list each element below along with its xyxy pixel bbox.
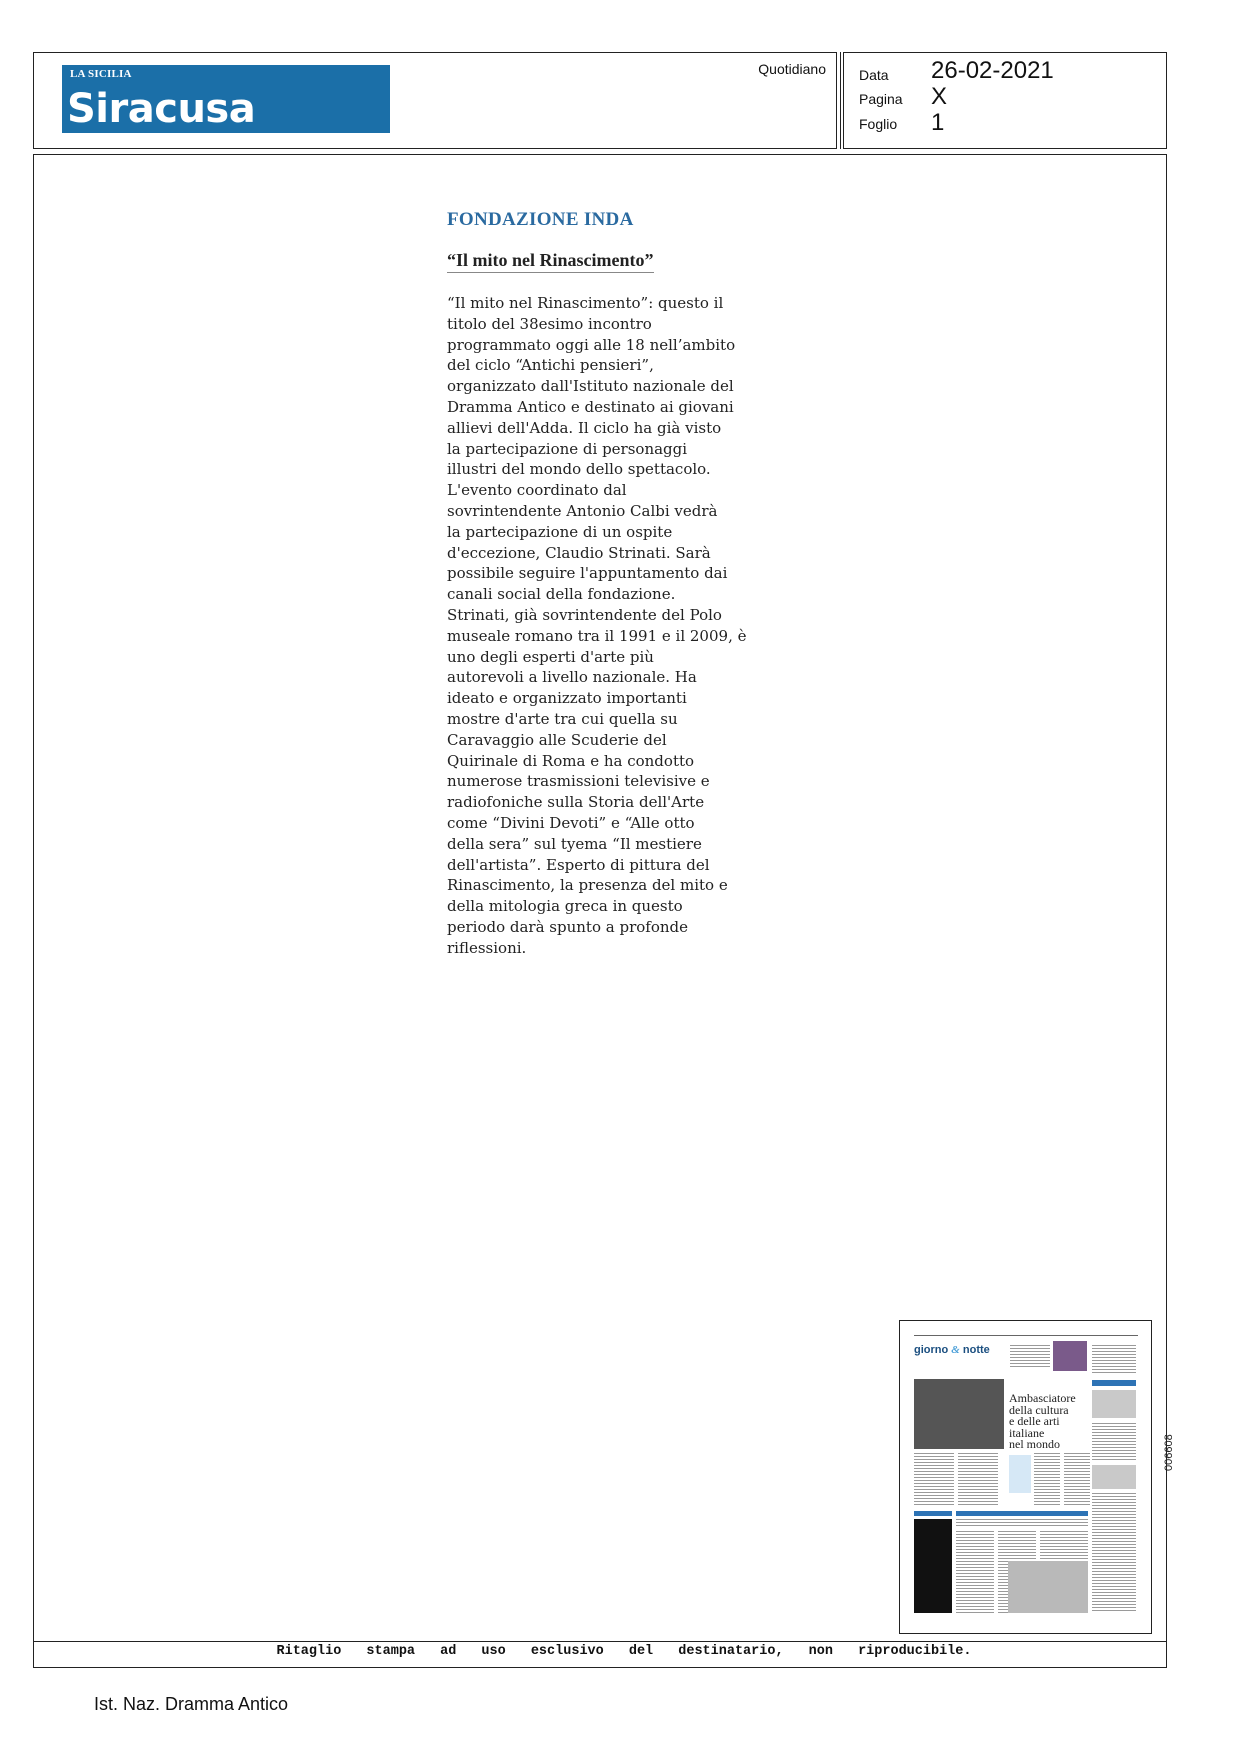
thumbnail-rule: [914, 1335, 1138, 1336]
publication-group: LA SICILIA: [70, 68, 132, 80]
thumbnail-text-block: [1092, 1423, 1136, 1461]
thumbnail-photo: [914, 1379, 1004, 1449]
article-body: “Il mito nel Rinascimento”: questo il titolo del 38esimo incontro programmato oggi alle 18 nell’ambito del ciclo “Antichi pensieri”, organizzato dall'Istituto nazionale del Dramma Antico e destinato ai giovani allievi dell'Adda. Il ciclo ha già visto la partecipazione di personaggi illustri del mondo dello spettacolo. L'evento coordinato dal sovrintendente Antonio Calbi vedrà la partecipazione di un ospite d'eccezione, Claudio Strinati. Sarà possibile seguire l'appuntamento dai canali social della fondazione. Strinati, già sovrintendente del Polo museale romano tra il 1991 e il 2009, è uno degli esperti d'arte più autorevoli a livello nazionale. Ha ideato e organizzato importanti mostre d'arte tra cui quella su Caravaggio alle Scuderie del Quirinale di Roma e ha condotto numerose trasmissioni televisive e radiofoniche sulla Storia dell'Arte come “Divini Devoti” e “Alle otto della sera” sul tyema “Il mestiere dell'artista”. Esperto di pittura del Rinascimento, la presenza del mito e della mitologia greca in questo periodo darà spunto a profonde riflessioni.: [447, 294, 747, 957]
thumbnail-blue-band: [1092, 1380, 1136, 1386]
date-label: Data: [859, 67, 889, 83]
reproduction-disclaimer: Ritaglio stampa ad uso esclusivo del destinatario, non riproducibile.: [276, 1644, 972, 1659]
thumbnail-headline: Ambasciatore della cultura e delle arti italiane nel mondo: [1009, 1391, 1076, 1451]
publication-name: Siracusa: [67, 86, 256, 132]
page-label: Pagina: [859, 91, 903, 107]
thumbnail-text-block: [958, 1453, 998, 1505]
thumbnail-section-word2: notte: [962, 1344, 990, 1356]
clipping-metadata-box: [843, 52, 1167, 149]
thumbnail-text-block: [1010, 1345, 1050, 1367]
thumbnail-section-title: [914, 1344, 990, 1356]
thumbnail-dark-column: [914, 1519, 952, 1613]
thumbnail-image: [1053, 1341, 1087, 1371]
thumbnail-text-block: [1034, 1453, 1060, 1505]
thumbnail-text-block: [1092, 1493, 1136, 1613]
thumbnail-blue-band: [914, 1511, 952, 1516]
date-value: 26-02-2021: [931, 57, 1054, 84]
thumbnail-section-amp: &: [951, 1344, 960, 1356]
client-name: Ist. Naz. Dramma Antico: [94, 1694, 289, 1714]
thumbnail-text-block: [914, 1453, 954, 1505]
article-headline: “Il mito nel Rinascimento”: [447, 250, 654, 273]
thumbnail-portrait: [1008, 1561, 1088, 1613]
thumbnail-image: [1092, 1390, 1136, 1418]
thumbnail-text-block: [956, 1531, 994, 1613]
thumbnail-subhead: [956, 1519, 1088, 1527]
page-value: X: [931, 83, 948, 110]
masthead-box: [33, 52, 837, 149]
thumbnail-image: [1092, 1465, 1136, 1489]
sheet-value: 1: [931, 109, 945, 136]
publication-frequency: Quotidiano: [758, 61, 826, 77]
thumbnail-text-block: [1040, 1531, 1088, 1559]
thumbnail-section-word1: giorno: [914, 1344, 949, 1356]
archive-code: 006608: [1163, 1434, 1175, 1471]
thumbnail-page: [914, 1335, 1138, 1619]
sheet-label: Foglio: [859, 116, 898, 132]
thumbnail-quote-box: [1009, 1455, 1031, 1493]
thumbnail-text-block: [1092, 1345, 1136, 1375]
page-thumbnail: [899, 1320, 1152, 1634]
article-kicker: FONDAZIONE INDA: [447, 209, 634, 230]
thumbnail-text-block: [1064, 1453, 1090, 1505]
thumbnail-blue-band: [956, 1511, 1088, 1516]
publication-logo: [62, 65, 390, 133]
